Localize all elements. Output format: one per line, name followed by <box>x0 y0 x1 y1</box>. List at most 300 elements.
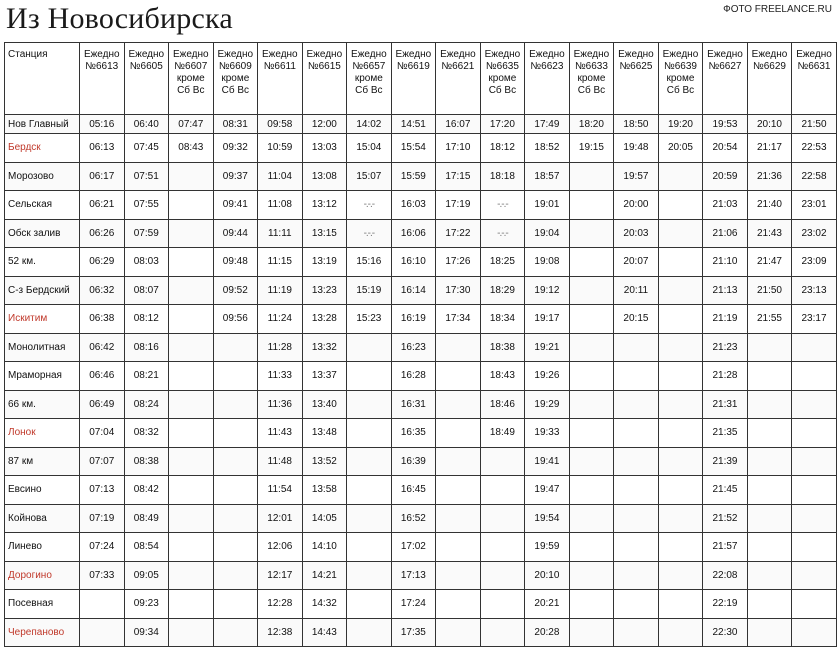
time-cell: 09:56 <box>213 305 258 334</box>
train-header-line: Сб Вс <box>488 85 517 96</box>
time-cell <box>436 618 481 647</box>
time-cell <box>658 533 703 562</box>
time-cell: 19:08 <box>525 248 570 277</box>
time-cell <box>213 618 258 647</box>
time-cell: 13:15 <box>302 219 347 248</box>
time-cell: 13:12 <box>302 191 347 220</box>
time-cell: 16:45 <box>391 476 436 505</box>
time-cell <box>569 276 614 305</box>
time-cell: 23:02 <box>792 219 837 248</box>
time-cell: 13:40 <box>302 390 347 419</box>
train-header-line: Ежедно <box>128 49 165 60</box>
time-cell: 13:48 <box>302 419 347 448</box>
station-name: Нов Главный <box>5 115 80 134</box>
time-cell <box>658 305 703 334</box>
time-cell: 06:26 <box>80 219 125 248</box>
station-name: Линево <box>5 533 80 562</box>
time-cell: 14:21 <box>302 561 347 590</box>
time-cell: 16:35 <box>391 419 436 448</box>
time-cell: 07:59 <box>124 219 169 248</box>
time-cell: 12:38 <box>258 618 303 647</box>
time-cell: 17:49 <box>525 115 570 134</box>
time-cell <box>347 447 392 476</box>
time-cell: 17:24 <box>391 590 436 619</box>
time-cell <box>436 333 481 362</box>
table-row <box>5 305 837 334</box>
time-cell <box>213 390 258 419</box>
time-cell: 20:28 <box>525 618 570 647</box>
time-cell: 13:32 <box>302 333 347 362</box>
time-cell: 22:19 <box>703 590 748 619</box>
time-cell <box>569 504 614 533</box>
time-cell <box>614 333 659 362</box>
time-cell: 06:17 <box>80 162 125 191</box>
time-cell <box>658 476 703 505</box>
time-cell: 21:50 <box>747 276 792 305</box>
time-cell: 18:50 <box>614 115 659 134</box>
time-cell: 17:10 <box>436 134 481 163</box>
station-name: Евсино <box>5 476 80 505</box>
timetable <box>4 42 837 647</box>
time-cell: 17:19 <box>436 191 481 220</box>
train-header-line: №6607 <box>174 61 208 72</box>
time-cell <box>347 362 392 391</box>
time-cell <box>436 447 481 476</box>
station-name: Лонок <box>5 419 80 448</box>
station-name: Обск залив <box>5 219 80 248</box>
time-cell: 21:03 <box>703 191 748 220</box>
time-cell: 07:04 <box>80 419 125 448</box>
page-title: Из Новосибирска <box>6 2 233 35</box>
time-cell: 15:54 <box>391 134 436 163</box>
time-cell: 15:04 <box>347 134 392 163</box>
train-header-line: №6605 <box>129 61 163 72</box>
time-cell: 16:28 <box>391 362 436 391</box>
time-cell: 09:34 <box>124 618 169 647</box>
train-header-line: кроме <box>176 73 205 84</box>
time-cell <box>569 590 614 619</box>
time-cell <box>80 590 125 619</box>
time-cell: 19:53 <box>703 115 748 134</box>
time-cell: 20:07 <box>614 248 659 277</box>
time-cell: 11:08 <box>258 191 303 220</box>
time-cell <box>347 504 392 533</box>
time-cell: 08:31 <box>213 115 258 134</box>
time-cell <box>747 504 792 533</box>
train-header-line: №6615 <box>307 61 341 72</box>
time-cell: 18:34 <box>480 305 525 334</box>
time-cell <box>347 390 392 419</box>
time-cell: 23:13 <box>792 276 837 305</box>
time-cell <box>747 476 792 505</box>
time-cell: 17:13 <box>391 561 436 590</box>
time-cell: 07:55 <box>124 191 169 220</box>
time-cell <box>347 476 392 505</box>
time-cell <box>792 618 837 647</box>
time-cell: 18:12 <box>480 134 525 163</box>
time-cell <box>792 333 837 362</box>
table-row <box>5 191 837 220</box>
time-cell: 12:01 <box>258 504 303 533</box>
station-name: Искитим <box>5 305 80 334</box>
train-column-header <box>480 43 525 115</box>
train-header-line: Ежедно <box>662 49 699 60</box>
time-cell: 21:06 <box>703 219 748 248</box>
train-header-line: №6609 <box>218 61 252 72</box>
time-cell: 21:28 <box>703 362 748 391</box>
time-cell <box>658 219 703 248</box>
time-cell <box>169 276 214 305</box>
table-row <box>5 390 837 419</box>
train-header-line: Ежедно <box>618 49 654 60</box>
time-cell <box>80 618 125 647</box>
train-header-line: №6635 <box>485 61 519 72</box>
time-cell: 20:15 <box>614 305 659 334</box>
train-header-line: Ежедно <box>262 49 298 60</box>
time-cell: 08:43 <box>169 134 214 163</box>
time-cell <box>792 590 837 619</box>
time-cell: 17:15 <box>436 162 481 191</box>
time-cell: 12:00 <box>302 115 347 134</box>
time-cell: 05:16 <box>80 115 125 134</box>
time-cell <box>169 590 214 619</box>
train-column-header <box>391 43 436 115</box>
time-cell <box>658 419 703 448</box>
time-cell <box>569 305 614 334</box>
time-cell <box>480 476 525 505</box>
time-cell: 15:23 <box>347 305 392 334</box>
time-cell: 06:21 <box>80 191 125 220</box>
time-cell: 13:52 <box>302 447 347 476</box>
time-cell: 13:23 <box>302 276 347 305</box>
time-cell: 18:29 <box>480 276 525 305</box>
time-cell <box>436 590 481 619</box>
time-cell <box>658 590 703 619</box>
train-header-line: Ежедно <box>172 49 209 60</box>
time-cell: 18:49 <box>480 419 525 448</box>
time-cell: 08:42 <box>124 476 169 505</box>
time-cell: 14:51 <box>391 115 436 134</box>
table-row <box>5 590 837 619</box>
train-column-header <box>80 43 125 115</box>
time-cell: 19:04 <box>525 219 570 248</box>
time-cell: 17:35 <box>391 618 436 647</box>
time-cell: 08:12 <box>124 305 169 334</box>
time-cell <box>658 447 703 476</box>
time-cell: 11:19 <box>258 276 303 305</box>
train-header-line: №6623 <box>530 61 564 72</box>
time-cell <box>169 305 214 334</box>
time-cell <box>747 390 792 419</box>
time-cell: 06:49 <box>80 390 125 419</box>
time-cell <box>480 618 525 647</box>
time-cell: 23:01 <box>792 191 837 220</box>
time-cell: 09:44 <box>213 219 258 248</box>
time-cell: 07:47 <box>169 115 214 134</box>
time-cell: 17:20 <box>480 115 525 134</box>
time-cell: 11:36 <box>258 390 303 419</box>
time-cell <box>614 618 659 647</box>
table-row <box>5 419 837 448</box>
time-cell: 15:16 <box>347 248 392 277</box>
train-header-line: Сб Вс <box>177 85 205 96</box>
table-row <box>5 248 837 277</box>
time-cell: 07:24 <box>80 533 125 562</box>
time-cell: 16:31 <box>391 390 436 419</box>
time-cell <box>569 162 614 191</box>
station-name: Черепаново <box>5 618 80 647</box>
train-column-header <box>525 43 570 115</box>
photo-credit: ФОТО FREELANCE.RU <box>723 4 832 15</box>
time-cell: 08:24 <box>124 390 169 419</box>
time-cell: 21:50 <box>792 115 837 134</box>
time-cell: 19:33 <box>525 419 570 448</box>
time-cell <box>658 362 703 391</box>
time-cell: 09:23 <box>124 590 169 619</box>
time-cell: 06:42 <box>80 333 125 362</box>
time-cell <box>747 362 792 391</box>
train-column-header <box>169 43 214 115</box>
time-cell <box>169 362 214 391</box>
time-cell: 19:59 <box>525 533 570 562</box>
time-cell <box>480 533 525 562</box>
time-cell <box>614 419 659 448</box>
time-cell: 07:19 <box>80 504 125 533</box>
time-cell <box>747 533 792 562</box>
table-row <box>5 618 837 647</box>
time-cell: 09:58 <box>258 115 303 134</box>
time-cell: 20:11 <box>614 276 659 305</box>
time-cell <box>792 561 837 590</box>
time-cell: 16:10 <box>391 248 436 277</box>
train-column-header <box>258 43 303 115</box>
time-cell <box>569 533 614 562</box>
time-cell: 18:38 <box>480 333 525 362</box>
time-cell: 23:09 <box>792 248 837 277</box>
time-cell <box>614 390 659 419</box>
time-cell: 15:07 <box>347 162 392 191</box>
time-cell <box>436 362 481 391</box>
train-header-line: кроме <box>354 73 383 84</box>
time-cell: 06:46 <box>80 362 125 391</box>
train-header-line: №6657 <box>352 61 386 72</box>
table-row <box>5 134 837 163</box>
time-cell: 20:21 <box>525 590 570 619</box>
table-row <box>5 476 837 505</box>
time-cell: 18:25 <box>480 248 525 277</box>
train-header-line: Сб Вс <box>666 85 695 96</box>
time-cell <box>169 191 214 220</box>
time-cell: 09:48 <box>213 248 258 277</box>
time-cell: 21:45 <box>703 476 748 505</box>
train-header-line: Ежедно <box>751 49 788 60</box>
time-cell: 17:22 <box>436 219 481 248</box>
time-cell <box>747 419 792 448</box>
time-cell: 16:23 <box>391 333 436 362</box>
train-header-line: №6621 <box>441 61 475 72</box>
time-cell: 13:28 <box>302 305 347 334</box>
time-cell: 21:57 <box>703 533 748 562</box>
time-cell: 08:21 <box>124 362 169 391</box>
time-cell: 12:28 <box>258 590 303 619</box>
time-cell: 19:26 <box>525 362 570 391</box>
header-row <box>5 43 837 115</box>
time-cell: 21:43 <box>747 219 792 248</box>
time-cell: 21:13 <box>703 276 748 305</box>
train-header-line: №6631 <box>797 61 831 72</box>
time-cell <box>169 561 214 590</box>
time-cell: 19:12 <box>525 276 570 305</box>
time-cell: 22:58 <box>792 162 837 191</box>
time-cell: 18:43 <box>480 362 525 391</box>
time-cell: 16:07 <box>436 115 481 134</box>
time-cell <box>569 248 614 277</box>
time-cell <box>614 476 659 505</box>
station-name: Монолитная <box>5 333 80 362</box>
time-cell <box>569 362 614 391</box>
table-row <box>5 115 837 134</box>
time-cell <box>747 561 792 590</box>
station-name: С-з Бердский <box>5 276 80 305</box>
train-header-line: Ежедно <box>440 49 476 60</box>
station-name: Дорогино <box>5 561 80 590</box>
time-cell: 06:29 <box>80 248 125 277</box>
time-cell <box>658 162 703 191</box>
train-header-line: №6639 <box>663 61 697 72</box>
train-header-line: Ежедно <box>217 49 254 60</box>
time-cell <box>792 476 837 505</box>
time-cell <box>436 476 481 505</box>
time-cell <box>614 533 659 562</box>
time-cell <box>347 333 392 362</box>
time-cell: 20:54 <box>703 134 748 163</box>
time-cell: 19:20 <box>658 115 703 134</box>
time-cell: 19:17 <box>525 305 570 334</box>
time-cell: 18:20 <box>569 115 614 134</box>
time-cell: 11:54 <box>258 476 303 505</box>
train-header-line: Ежедно <box>529 49 565 60</box>
station-name: Сельская <box>5 191 80 220</box>
time-cell: 14:02 <box>347 115 392 134</box>
time-cell: 20:00 <box>614 191 659 220</box>
time-cell <box>614 504 659 533</box>
train-column-header <box>124 43 169 115</box>
time-cell: 19:57 <box>614 162 659 191</box>
time-cell <box>169 248 214 277</box>
time-cell <box>658 561 703 590</box>
time-cell: 13:19 <box>302 248 347 277</box>
time-cell: 14:10 <box>302 533 347 562</box>
time-cell <box>658 191 703 220</box>
time-cell <box>347 533 392 562</box>
train-header-line: №6611 <box>263 61 296 72</box>
time-cell: 09:05 <box>124 561 169 590</box>
time-cell <box>658 504 703 533</box>
time-cell <box>213 476 258 505</box>
time-cell <box>169 504 214 533</box>
time-cell <box>747 333 792 362</box>
time-cell: 19:15 <box>569 134 614 163</box>
time-cell <box>169 476 214 505</box>
station-name: Посевная <box>5 590 80 619</box>
table-row <box>5 219 837 248</box>
train-header-line: кроме <box>666 73 695 84</box>
time-cell: 06:13 <box>80 134 125 163</box>
time-cell <box>569 476 614 505</box>
time-cell <box>792 362 837 391</box>
time-cell: 21:31 <box>703 390 748 419</box>
time-cell <box>658 618 703 647</box>
time-cell <box>792 533 837 562</box>
time-cell: 22:30 <box>703 618 748 647</box>
time-cell: 11:33 <box>258 362 303 391</box>
time-cell: 18:18 <box>480 162 525 191</box>
train-header-line: Ежедно <box>484 49 521 60</box>
time-cell <box>347 419 392 448</box>
train-header-line: №6629 <box>753 61 786 72</box>
table-row <box>5 333 837 362</box>
time-cell: 20:03 <box>614 219 659 248</box>
time-cell <box>169 447 214 476</box>
table-row <box>5 162 837 191</box>
time-cell <box>436 390 481 419</box>
train-header-line: Ежедно <box>83 49 120 60</box>
time-cell: 12:06 <box>258 533 303 562</box>
time-cell: -.-.- <box>480 191 525 220</box>
time-cell <box>169 390 214 419</box>
time-cell: 07:45 <box>124 134 169 163</box>
time-cell: 20:59 <box>703 162 748 191</box>
time-cell: 20:10 <box>747 115 792 134</box>
time-cell: 21:23 <box>703 333 748 362</box>
time-cell: 21:19 <box>703 305 748 334</box>
time-cell: 08:32 <box>124 419 169 448</box>
time-cell: 16:19 <box>391 305 436 334</box>
time-cell: 06:38 <box>80 305 125 334</box>
time-cell <box>614 447 659 476</box>
time-cell: 10:59 <box>258 134 303 163</box>
time-cell: 22:53 <box>792 134 837 163</box>
time-cell <box>792 419 837 448</box>
time-cell <box>614 590 659 619</box>
time-cell: 19:48 <box>614 134 659 163</box>
train-header-line: Сб Вс <box>221 85 249 96</box>
time-cell <box>347 618 392 647</box>
table-row <box>5 276 837 305</box>
time-cell <box>792 447 837 476</box>
time-cell: -.-.- <box>347 191 392 220</box>
time-cell <box>436 419 481 448</box>
time-cell <box>213 333 258 362</box>
time-cell: 20:10 <box>525 561 570 590</box>
time-cell: 21:17 <box>747 134 792 163</box>
time-cell <box>213 447 258 476</box>
time-cell <box>169 162 214 191</box>
time-cell: 21:36 <box>747 162 792 191</box>
time-cell <box>213 504 258 533</box>
time-cell: 13:03 <box>302 134 347 163</box>
time-cell: -.-.- <box>347 219 392 248</box>
train-column-header <box>347 43 392 115</box>
time-cell: 08:03 <box>124 248 169 277</box>
time-cell: 17:26 <box>436 248 481 277</box>
train-column-header <box>213 43 258 115</box>
time-cell: 12:17 <box>258 561 303 590</box>
time-cell: 14:05 <box>302 504 347 533</box>
time-cell: 17:02 <box>391 533 436 562</box>
train-header-line: Ежедно <box>306 49 343 60</box>
train-header-line: Ежедно <box>351 49 387 60</box>
